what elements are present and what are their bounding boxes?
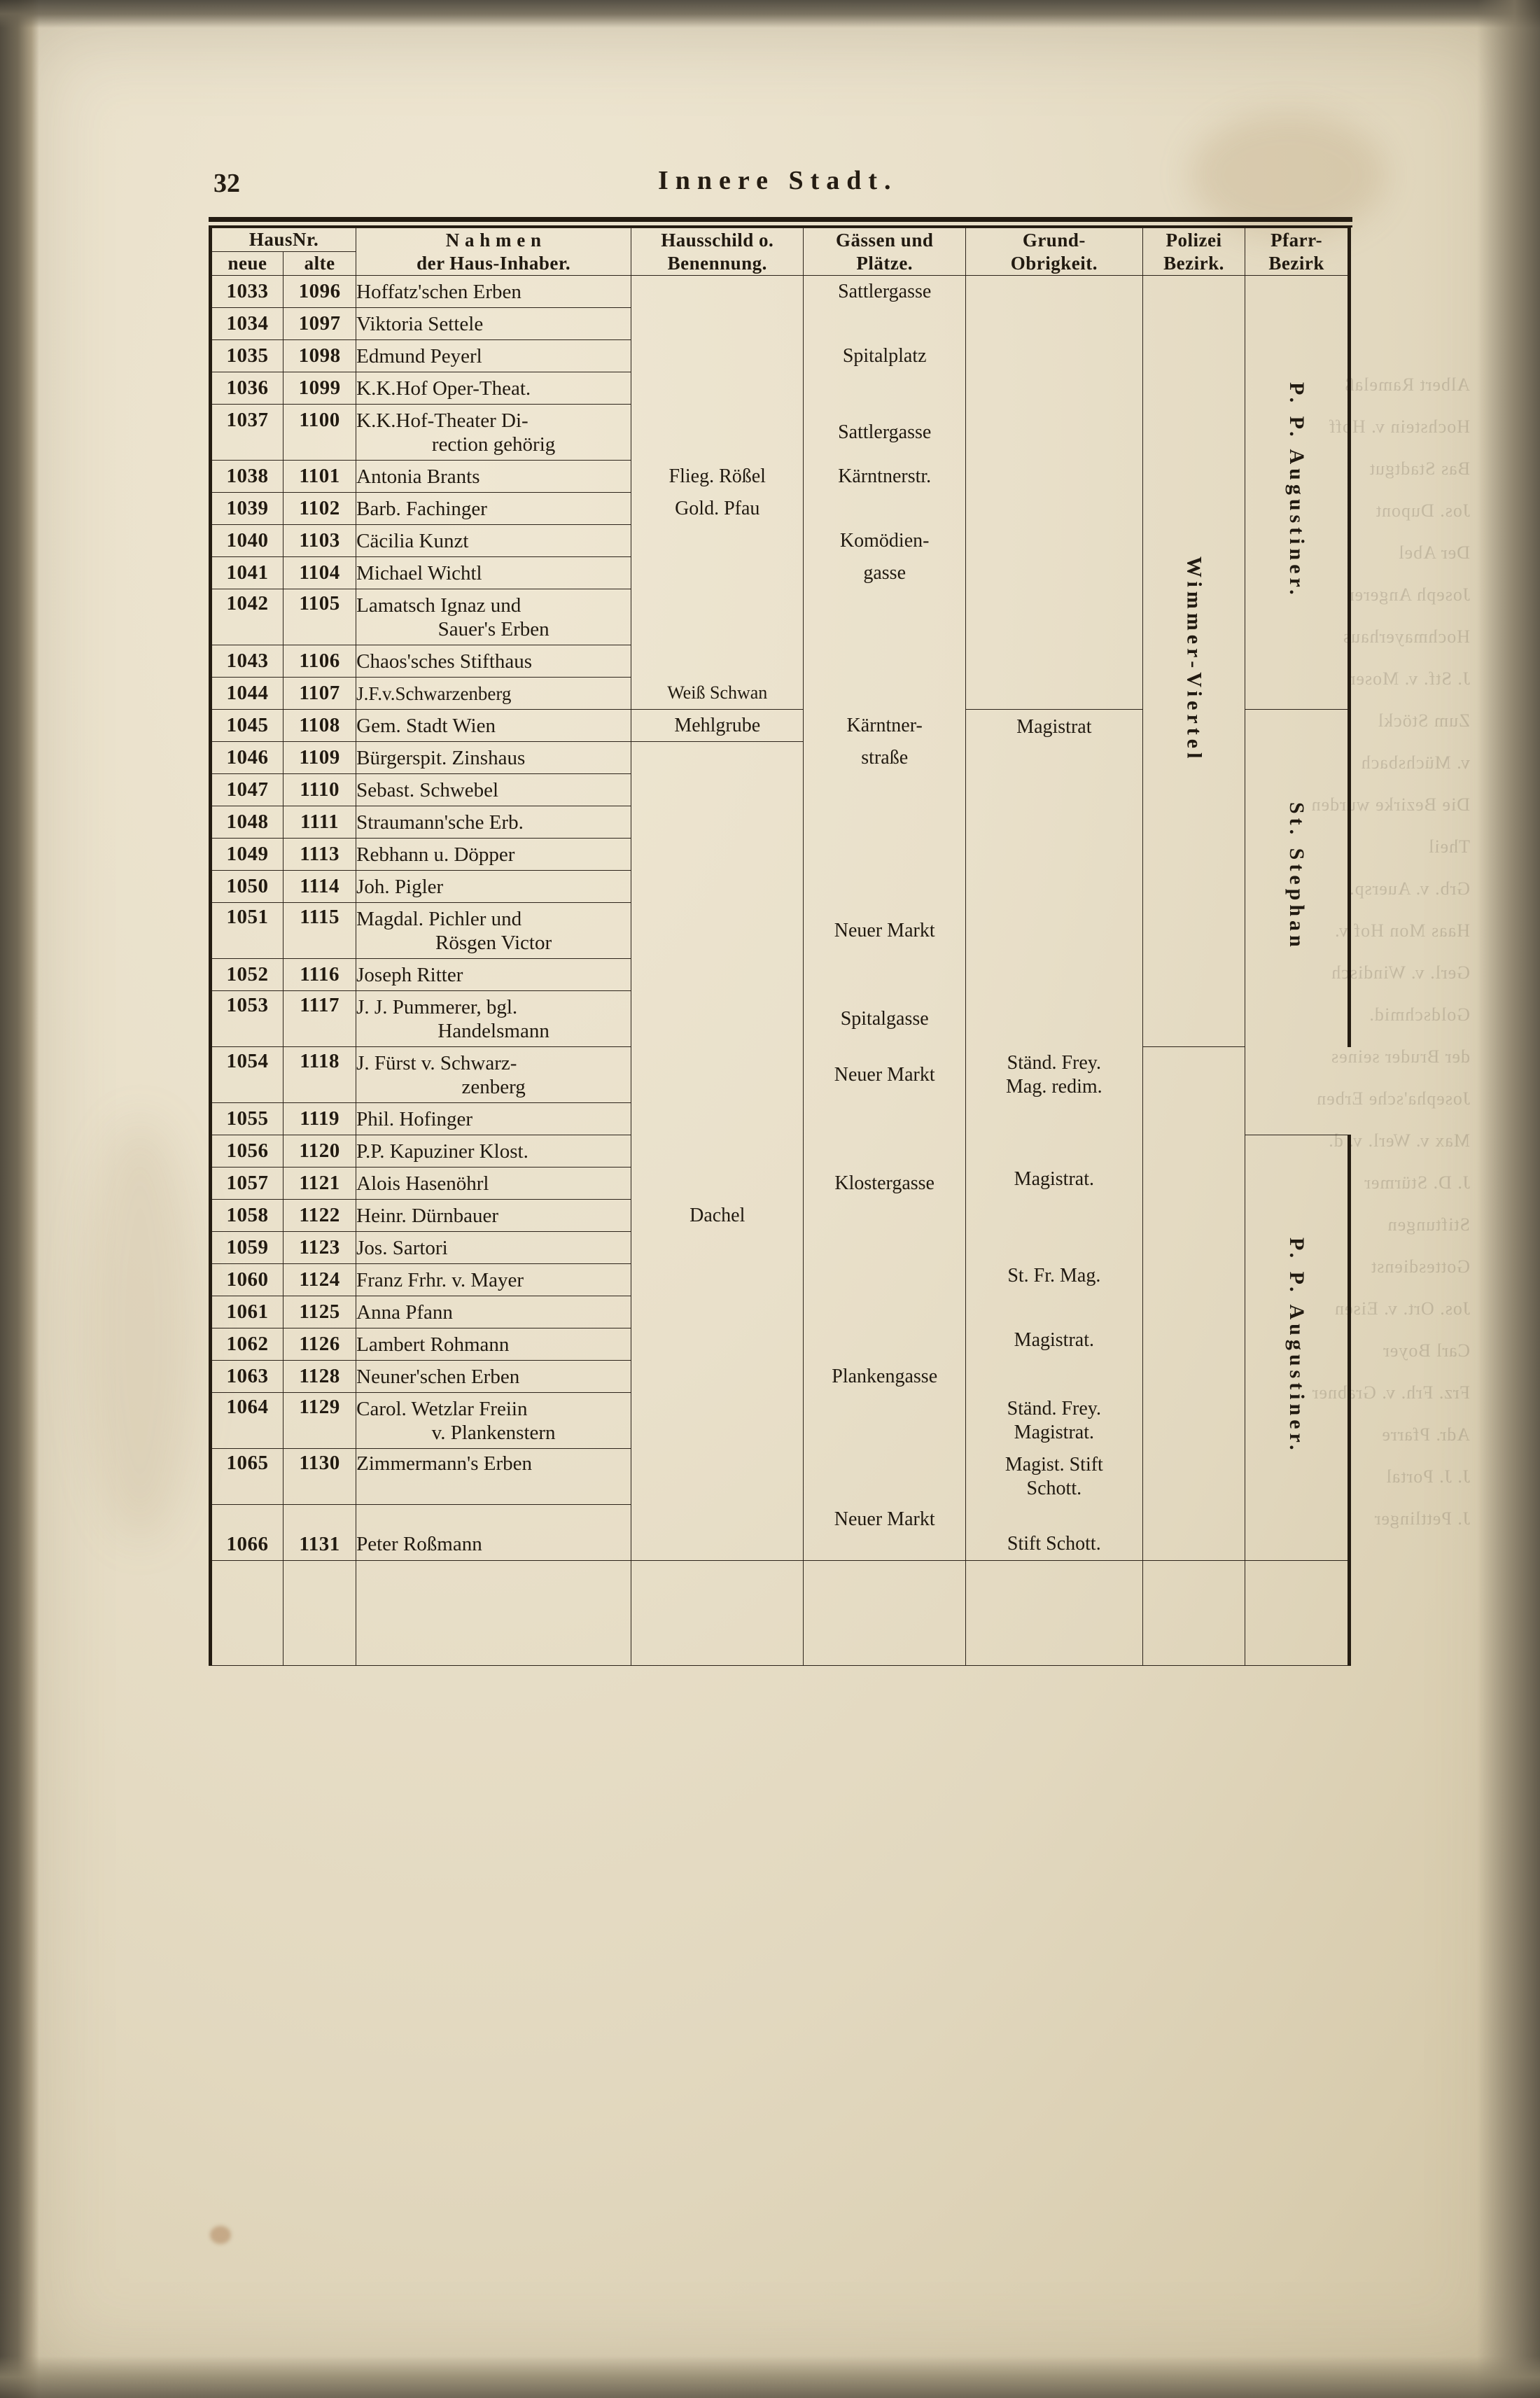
pfarr-bezirk-label: P. P. Augustiner. (1285, 1237, 1309, 1454)
cell-schild (631, 774, 804, 806)
cell-schild (631, 1328, 804, 1361)
cell-neue: 1055 (211, 1103, 284, 1135)
cell-neue: 1039 (211, 493, 284, 525)
cell-neue: 1042 (211, 589, 284, 645)
cell-name: J.F.v.Schwarzenberg (356, 678, 631, 710)
cell-schild (631, 405, 804, 461)
cell-alte: 1100 (284, 405, 356, 461)
cell-neue: 1058 (211, 1200, 284, 1232)
cell-neue: 1065 (211, 1449, 284, 1505)
running-head: Innere Stadt. (658, 166, 898, 195)
cell-gasse (804, 871, 966, 903)
cell-alte: 1096 (284, 276, 356, 308)
cell-name: Jos. Sartori (356, 1232, 631, 1264)
cell-schild (631, 959, 804, 991)
cell-name (356, 1047, 631, 1103)
cell-name (356, 903, 631, 959)
cell-neue: 1050 (211, 871, 284, 903)
cell-neue: 1038 (211, 461, 284, 493)
cell-pfarr-empty (1245, 1561, 1350, 1666)
header-haus-nr-label: HausNr. (248, 229, 319, 250)
cell-neue: 1040 (211, 525, 284, 557)
cell-gasse: Kärntnerstr. (804, 461, 966, 493)
cell-neue: 1047 (211, 774, 284, 806)
cell-alte: 1111 (284, 806, 356, 839)
cell-name: Hoffatz'schen Erben (356, 276, 631, 308)
table-row (211, 276, 1350, 308)
cell-gasse (804, 1232, 966, 1264)
cell-gasse: Spitalplatz (804, 340, 966, 372)
cell-name: Anna Pfann (356, 1296, 631, 1328)
cell-gasse (804, 645, 966, 678)
cell-gasse (804, 774, 966, 806)
cell-alte: 1103 (284, 525, 356, 557)
cell-schild (631, 1103, 804, 1135)
cell-name: Bürgerspit. Zinshaus (356, 742, 631, 774)
cell-schild (631, 991, 804, 1047)
header-grund-line1: Grund- (1022, 229, 1086, 251)
cell-neue: 1036 (211, 372, 284, 405)
cell-schild (631, 839, 804, 871)
cell-schild (631, 1296, 804, 1328)
cell-name-line2: rection gehörig (431, 433, 556, 456)
cell-schild (631, 308, 804, 340)
cell-pfarr-bezirk (1245, 1135, 1350, 1561)
cell-grund: Magistrat. (965, 1168, 1142, 1264)
cell-name: K.K.Hof Oper-Theat. (356, 372, 631, 405)
cell-neue: 1044 (211, 678, 284, 710)
cell-alte: 1130 (284, 1449, 356, 1505)
cell-schild (631, 1361, 804, 1393)
cell-alte: 1120 (284, 1135, 356, 1168)
cell-alte: 1098 (284, 340, 356, 372)
cell-alte: 1123 (284, 1232, 356, 1264)
cell-alte: 1099 (284, 372, 356, 405)
cell-gasse (804, 1264, 966, 1296)
page-edge-shadow-left (0, 0, 39, 2398)
cell-grund: Magistrat (965, 710, 1142, 903)
cell-grund (965, 1103, 1142, 1168)
cell-gasse: Plankengasse (804, 1361, 966, 1393)
header-haus-nr (211, 228, 356, 252)
cell-gasse (804, 372, 966, 405)
cell-gasse (804, 308, 966, 340)
cell-name: Phil. Hofinger (356, 1103, 631, 1135)
cell-name: Chaos'sches Stifthaus (356, 645, 631, 678)
pfarr-bezirk-label: St. Stephan (1285, 801, 1309, 951)
cell-neue: 1046 (211, 742, 284, 774)
cell-name: Barb. Fachinger (356, 493, 631, 525)
cell-schild (631, 645, 804, 678)
cell-schild (631, 557, 804, 589)
cell-schild (631, 903, 804, 959)
cell-alte: 1108 (284, 710, 356, 742)
cell-alte: 1121 (284, 1168, 356, 1200)
cell-gasse: gasse (804, 557, 966, 589)
page-edge-shadow-right (1477, 0, 1540, 2398)
cell-pfarr-bezirk (1245, 276, 1350, 710)
cell-neue: 1043 (211, 645, 284, 678)
cell-gasse-empty (804, 1561, 966, 1666)
cell-grund (965, 1449, 1142, 1505)
cell-neue-empty (211, 1561, 284, 1666)
cell-alte: 1107 (284, 678, 356, 710)
cell-gasse: Komödien- (804, 525, 966, 557)
cell-alte: 1102 (284, 493, 356, 525)
cell-gasse (804, 1296, 966, 1328)
cell-neue: 1053 (211, 991, 284, 1047)
cell-gasse: Sattlergasse (804, 405, 966, 461)
cell-alte: 1122 (284, 1200, 356, 1232)
cell-schild (631, 871, 804, 903)
cell-alte: 1131 (284, 1505, 356, 1561)
cell-name (356, 589, 631, 645)
cell-alte: 1115 (284, 903, 356, 959)
cell-schild (631, 276, 804, 308)
cell-gasse: Neuer Markt (804, 1505, 966, 1561)
cell-neue: 1048 (211, 806, 284, 839)
cell-name-line2: v. Plankenstern (431, 1421, 556, 1444)
table-body (211, 276, 1350, 1666)
cell-schild (631, 1047, 804, 1103)
cell-name: Lambert Rohmann (356, 1328, 631, 1361)
cell-name: P.P. Kapuziner Klost. (356, 1135, 631, 1168)
cell-polizei-empty (1142, 1561, 1245, 1666)
cell-gasse (804, 589, 966, 645)
header-name (356, 228, 631, 276)
cell-grund-line1: Magist. Stift (1004, 1453, 1103, 1475)
cell-alte: 1109 (284, 742, 356, 774)
cell-name: Franz Frhr. v. Mayer (356, 1264, 631, 1296)
cell-neue: 1057 (211, 1168, 284, 1200)
cell-polizei-bezirk (1142, 1047, 1245, 1561)
cell-name: Zimmermann's Erben (356, 1449, 631, 1505)
cell-alte: 1101 (284, 461, 356, 493)
cell-schild: Dachel (631, 1200, 804, 1232)
cell-grund-empty (965, 1561, 1142, 1666)
cell-schild (631, 806, 804, 839)
page-edge-shadow-bottom (0, 2356, 1540, 2398)
header-name-line2: der Haus-Inhaber. (416, 252, 571, 274)
header-hausschild-line2: Benennung. (667, 252, 767, 274)
cell-gasse: Neuer Markt (804, 1047, 966, 1103)
polizei-bezirk-label: Wimmer-Viertel (1182, 556, 1206, 763)
cell-grund (965, 1047, 1142, 1103)
header-polizei-bezirk (1142, 228, 1245, 276)
cell-grund (965, 903, 1142, 1047)
header-grund-line2: Obrigkeit. (1010, 252, 1098, 274)
cell-alte: 1097 (284, 308, 356, 340)
table-empty-tail-row (211, 1561, 1350, 1666)
header-grundobrigkeit (965, 228, 1142, 276)
header-polizei-line1: Polizei (1166, 229, 1222, 251)
cell-name (356, 1393, 631, 1449)
cell-name: Antonia Brants (356, 461, 631, 493)
cell-gasse (804, 1103, 966, 1135)
cell-alte: 1129 (284, 1393, 356, 1449)
cell-schild (631, 1264, 804, 1296)
cell-schild: Weiß Schwan (631, 678, 804, 710)
cell-grund-line2: Magistrat. (1014, 1421, 1094, 1443)
header-gassen-line2: Plätze. (856, 252, 913, 274)
header-gassen-line1: Gässen und (836, 229, 934, 251)
cell-schild (631, 1449, 804, 1505)
cell-name-line2: Sauer's Erben (438, 617, 550, 640)
cell-alte: 1110 (284, 774, 356, 806)
cell-schild (631, 1232, 804, 1264)
cell-neue: 1060 (211, 1264, 284, 1296)
cell-alte: 1126 (284, 1328, 356, 1361)
header-pfarr-line1: Pfarr- (1270, 229, 1323, 251)
header-pfarr-line2: Bezirk (1268, 252, 1324, 274)
cell-neue: 1064 (211, 1393, 284, 1449)
paper-stain-1 (210, 2226, 231, 2244)
cell-name-line1: J. Fürst v. Schwarz- (356, 1051, 517, 1074)
cell-schild (631, 742, 804, 774)
cell-grund: Stift Schott. (965, 1505, 1142, 1561)
cell-schild (631, 1168, 804, 1200)
cell-alte: 1117 (284, 991, 356, 1047)
cell-name: Straumann'sche Erb. (356, 806, 631, 839)
cell-alte: 1106 (284, 645, 356, 678)
cell-neue: 1054 (211, 1047, 284, 1103)
cell-alte: 1128 (284, 1361, 356, 1393)
cell-alte: 1113 (284, 839, 356, 871)
cell-schild (631, 525, 804, 557)
cell-name: Neuner'schen Erben (356, 1361, 631, 1393)
cell-polizei-bezirk (1142, 276, 1245, 1047)
cell-pfarr-bezirk (1245, 710, 1350, 1047)
cell-name (356, 991, 631, 1047)
cell-schild (631, 340, 804, 372)
header-hausschild-line1: Hausschild o. (661, 229, 774, 251)
table-row (211, 1047, 1350, 1103)
cell-neue: 1034 (211, 308, 284, 340)
cell-gasse (804, 1393, 966, 1449)
cell-grund-line1: Ständ. Frey. (1007, 1051, 1101, 1074)
cell-grund (965, 276, 1142, 710)
page-bleed-through: Albert Ramelaß Hochstein v. Hoff Bas Stadtgut Jos. Dupont Der Abel Joseph Angerer Hochmayerhaus J. Stf. v. Moser Zum Stöckl v. Müchsbach Die Bezirke wurden Theil Grb. v. Auersp. Haas Mon Hof v. Gerl. v. Windisch Goldschmid. der Bruder seines Josepha'sche Erben Max v. Werl. v. d. J. D. Stürmer Stiftungen Gottesdienst Jos. Ort. v. Eisen Carl Boyer Frz. Frh. v. Grabner Adr. Pfarre J. J. Portal J. Pettlinger (1310, 374, 1470, 1529)
cell-gasse: straße (804, 742, 966, 774)
cell-schild: Flieg. Rößel (631, 461, 804, 493)
cell-neue: 1051 (211, 903, 284, 959)
cell-gasse (804, 806, 966, 839)
cell-name-line1: Lamatsch Ignaz und (356, 594, 522, 617)
cell-grund: Magistrat. (965, 1328, 1142, 1393)
cell-name: Joh. Pigler (356, 871, 631, 903)
cell-neue: 1061 (211, 1296, 284, 1328)
cell-name: Cäcilia Kunzt (356, 525, 631, 557)
cell-name-line2: Rösgen Victor (435, 931, 552, 954)
cell-name: Gem. Stadt Wien (356, 710, 631, 742)
cell-neue: 1035 (211, 340, 284, 372)
cell-schild (631, 1135, 804, 1168)
cell-alte: 1124 (284, 1264, 356, 1296)
cell-gasse (804, 1135, 966, 1168)
cell-name-line1: Carol. Wetzlar Freiin (356, 1397, 528, 1420)
cell-neue: 1041 (211, 557, 284, 589)
cell-schild: Mehlgrube (631, 710, 804, 742)
cell-gasse (804, 1449, 966, 1505)
cell-name: Edmund Peyerl (356, 340, 631, 372)
cell-neue: 1045 (211, 710, 284, 742)
header-pfarr-bezirk (1245, 228, 1350, 276)
cell-name: Viktoria Settele (356, 308, 631, 340)
cell-name: Heinr. Dürnbauer (356, 1200, 631, 1232)
cell-neue: 1049 (211, 839, 284, 871)
header-name-line1: N a h m e n (445, 229, 542, 251)
cell-alte: 1114 (284, 871, 356, 903)
cell-gasse: Spitalgasse (804, 991, 966, 1047)
house-register-table (209, 227, 1351, 1666)
cell-name-line2: Handelsmann (438, 1019, 550, 1042)
page-edge-shadow-top (0, 0, 1540, 28)
cell-name: Sebast. Schwebel (356, 774, 631, 806)
cell-name-line1: Magdal. Pichler und (356, 907, 522, 930)
cell-alte: 1105 (284, 589, 356, 645)
cell-schild (631, 372, 804, 405)
cell-alte: 1116 (284, 959, 356, 991)
cell-name-empty (356, 1561, 631, 1666)
header-gassen (804, 228, 966, 276)
cell-neue: 1056 (211, 1135, 284, 1168)
cell-alte-empty (284, 1561, 356, 1666)
cell-neue: 1063 (211, 1361, 284, 1393)
cell-alte: 1118 (284, 1047, 356, 1103)
paper-stain-3 (84, 1120, 196, 1540)
cell-neue: 1052 (211, 959, 284, 991)
cell-grund-line2: Mag. redim. (1006, 1075, 1102, 1098)
cell-name: Peter Roßmann (356, 1505, 631, 1561)
cell-gasse (804, 678, 966, 710)
cell-neue: 1037 (211, 405, 284, 461)
cell-grund: St. Fr. Mag. (965, 1264, 1142, 1328)
cell-name (356, 405, 631, 461)
cell-alte: 1119 (284, 1103, 356, 1135)
cell-name: Joseph Ritter (356, 959, 631, 991)
cell-name: Rebhann u. Döpper (356, 839, 631, 871)
cell-gasse (804, 839, 966, 871)
cell-gasse: Neuer Markt (804, 903, 966, 959)
cell-gasse: Klostergasse (804, 1168, 966, 1200)
cell-schild: Gold. Pfau (631, 493, 804, 525)
header-neue: neue (211, 252, 284, 276)
cell-gasse: Sattlergasse (804, 276, 966, 308)
header-hausschild (631, 228, 804, 276)
cell-name-line1: J. J. Pummerer, bgl. (356, 995, 518, 1018)
cell-grund-line2: Schott. (1026, 1477, 1082, 1499)
cell-gasse (804, 1328, 966, 1361)
cell-grund-line1: Ständ. Frey. (1007, 1397, 1101, 1419)
cell-neue: 1062 (211, 1328, 284, 1361)
cell-name: Michael Wichtl (356, 557, 631, 589)
cell-neue: 1033 (211, 276, 284, 308)
cell-neue: 1059 (211, 1232, 284, 1264)
cell-name: Alois Hasenöhrl (356, 1168, 631, 1200)
cell-gasse (804, 1200, 966, 1232)
cell-name-line2: zenberg (461, 1075, 526, 1098)
cell-schild (631, 589, 804, 645)
cell-gasse (804, 959, 966, 991)
cell-schild-empty (631, 1561, 804, 1666)
cell-gasse (804, 493, 966, 525)
cell-schild (631, 1505, 804, 1561)
cell-alte: 1125 (284, 1296, 356, 1328)
header-polizei-line2: Bezirk. (1163, 252, 1224, 274)
cell-alte: 1104 (284, 557, 356, 589)
cell-neue: 1066 (211, 1505, 284, 1561)
cell-grund (965, 1393, 1142, 1449)
cell-schild (631, 1393, 804, 1449)
pfarr-bezirk-label: P. P. Augustiner. (1285, 382, 1309, 599)
header-alte: alte (284, 252, 356, 276)
page-number: 32 (214, 169, 240, 198)
cell-name-line1: K.K.Hof-Theater Di- (356, 409, 528, 432)
table-top-rule-heavy (209, 217, 1352, 222)
cell-gasse: Kärntner- (804, 710, 966, 742)
